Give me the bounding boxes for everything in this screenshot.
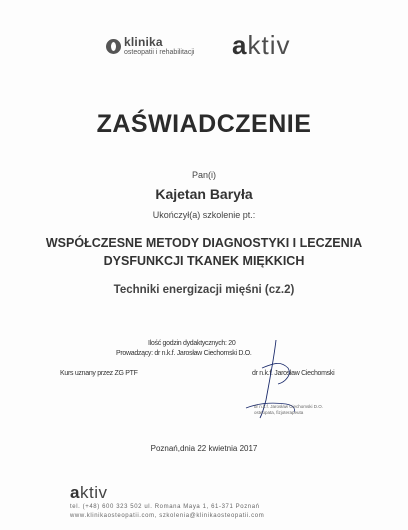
completed-text: Ukończył(a) szkolenie pt.: (152, 210, 256, 220)
aktiv-footer-logo: aktiv (70, 483, 108, 502)
footer-web-email: www.klinikaosteopatii.com, szkolenia@klinikaosteopatii.com (70, 513, 265, 519)
person-name: Kajetan Baryła (155, 186, 253, 202)
aktiv-logo: aktiv (232, 30, 291, 60)
klinika-logo-icon (106, 39, 121, 54)
signer-name: dr n.k.f. Jarosław Ciechomski (252, 370, 335, 377)
footer-contact: tel. (+48) 600 323 502 ul. Romana Maya 1, 61-371 Poznań (70, 504, 260, 510)
course-title-line-1: WSPÓŁCZESNE METODY DIAGNOSTYKI I LECZENIA (45, 236, 363, 250)
lecturer-text: Prowadzący: dr n.k.f. Jarosław Ciechomski D.O. (116, 350, 252, 357)
certificate-title: ZAŚWIADCZENIE (96, 110, 312, 138)
hours-text: Ilość godzin dydaktycznych: 20 (148, 340, 236, 347)
course-title-line-2: DYSFUNKCJI TKANEK MIĘKKICH (103, 254, 305, 268)
klinika-logo (106, 36, 194, 56)
recognition-text: Kurs uznany przez ZG PTF (60, 370, 138, 377)
salutation: Pan(i) (191, 170, 216, 180)
signature-stamp: dr n.k.f. Jarosław Ciechomski D.O. osteopata, fizjoterapeuta (254, 404, 324, 416)
course-subtitle: Techniki energizacji mięśni (cz.2) (113, 284, 295, 296)
klinika-logo-subtitle: osteopatii i rehabilitacji (124, 49, 195, 56)
place-and-date: Poznań,dnia 22 kwietnia 2017 (150, 444, 258, 453)
klinika-logo-name: klinika (124, 35, 163, 49)
